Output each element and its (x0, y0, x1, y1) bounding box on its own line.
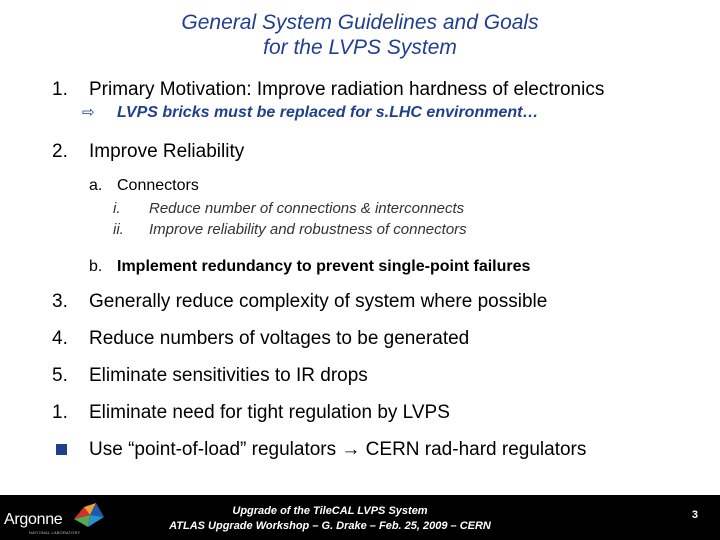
footer-bar (0, 495, 720, 540)
footer-line-1: Upgrade of the TileCAL LVPS System (232, 505, 428, 517)
slide-title (0, 10, 720, 60)
title-line-2: for the LVPS System (263, 36, 457, 59)
item-4-text: Reduce numbers of voltages to be generated (89, 328, 470, 349)
item-3-text: Generally reduce complexity of system where possible (89, 291, 548, 312)
bullet-item-text (89, 439, 586, 461)
footer-caption (0, 504, 660, 534)
item-2-number: 2. (52, 141, 68, 162)
item-1-number: 1. (52, 79, 68, 100)
subitem-a-letter: a. (89, 177, 103, 194)
logo-subtitle: NATIONAL LABORATORY (29, 530, 81, 535)
right-arrow-icon: → (341, 439, 361, 460)
item-3-number: 3. (52, 291, 68, 312)
item-6-text: Eliminate need for tight regulation by LVPS (89, 402, 450, 423)
hollow-arrow-icon: ⇨ (82, 104, 95, 121)
subitem-a-text: Connectors (117, 177, 199, 194)
roman-i-text: Reduce number of connections & interconnects (149, 200, 465, 217)
item-5-number: 5. (52, 365, 68, 386)
item-2-text: Improve Reliability (89, 141, 245, 162)
item-1-text: Primary Motivation: Improve radiation hardness of electronics (89, 79, 605, 100)
item-4-number: 4. (52, 328, 68, 349)
item-5-text: Eliminate sensitivities to IR drops (89, 365, 368, 386)
roman-i-number: i. (113, 200, 121, 217)
page-number: 3 (691, 509, 698, 521)
subitem-b-text: Implement redundancy to prevent single-point failures (117, 258, 531, 275)
square-bullet-icon (56, 444, 67, 455)
title-line-1: General System Guidelines and Goals (181, 11, 539, 34)
roman-ii-text: Improve reliability and robustness of connectors (149, 221, 467, 238)
bullet-item-part-2: CERN rad-hard regulators (360, 439, 587, 460)
footer-line-2: ATLAS Upgrade Workshop – G. Drake – Feb. 25, 2009 – CERN (169, 520, 491, 532)
item-6-number: 1. (52, 402, 68, 423)
subitem-b-letter: b. (89, 258, 103, 275)
arrow-subitem-text: LVPS bricks must be replaced for s.LHC environment… (117, 104, 539, 121)
bullet-item-part-1: Use “point-of-load” regulators (89, 439, 342, 460)
logo-wordmark: Argonne (4, 511, 63, 528)
roman-ii-number: ii. (113, 221, 124, 238)
